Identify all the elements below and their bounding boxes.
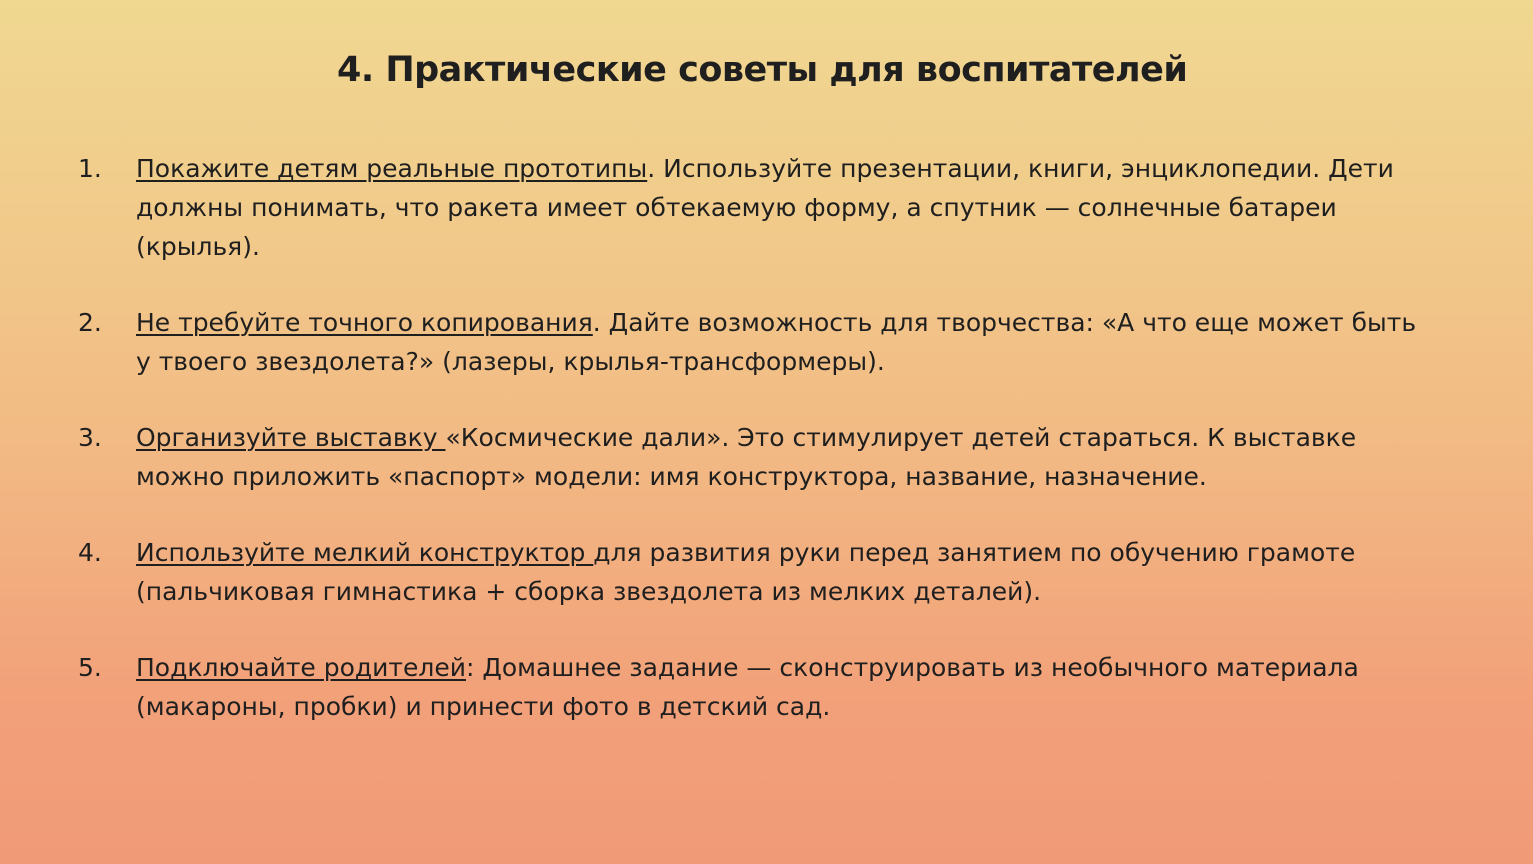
tip-body: : Домашнее задание — сконструировать из необычного материала (макароны, пробки) и принести фото в детский сад. bbox=[136, 653, 1359, 721]
tip-number: 5. bbox=[78, 653, 102, 682]
tip-text bbox=[136, 303, 1418, 381]
tip-body: для развития руки перед занятием по обучению грамоте (пальчиковая гимнастика + сборка звездолета из мелких деталей). bbox=[136, 538, 1356, 606]
tip-lead: Не требуйте точного копирования bbox=[136, 308, 593, 337]
tip-number: 4. bbox=[78, 538, 102, 567]
tip-body: «Космические дали». Это стимулирует детей стараться. К выставке можно приложить «паспорт» модели: имя конструктора, название, назначение. bbox=[136, 423, 1357, 491]
tip-body: . Дайте возможность для творчества: «А что еще может быть у твоего звездолета?» (лазеры, крылья-трансформеры). bbox=[136, 308, 1417, 376]
tip-body: . Используйте презентации, книги, энциклопедии. Дети должны понимать, что ракета имеет обтекаемую форму, а спутник — солнечные батареи (крылья). bbox=[136, 154, 1394, 261]
tip-lead: Организуйте выставку bbox=[136, 423, 446, 452]
tip-text bbox=[136, 418, 1418, 496]
tip-text bbox=[136, 533, 1418, 611]
slide-title: 4. Практические советы для воспитателей bbox=[337, 50, 1188, 90]
tip-lead: Подключайте родителей bbox=[136, 653, 466, 682]
tip-number: 3. bbox=[78, 423, 102, 452]
tip-text bbox=[136, 149, 1418, 266]
tip-number: 1. bbox=[78, 154, 102, 183]
tip-number: 2. bbox=[78, 308, 102, 337]
tip-lead: Покажите детям реальные прототипы bbox=[136, 154, 648, 183]
tip-lead: Используйте мелкий конструктор bbox=[136, 538, 594, 567]
tip-text bbox=[136, 648, 1418, 726]
